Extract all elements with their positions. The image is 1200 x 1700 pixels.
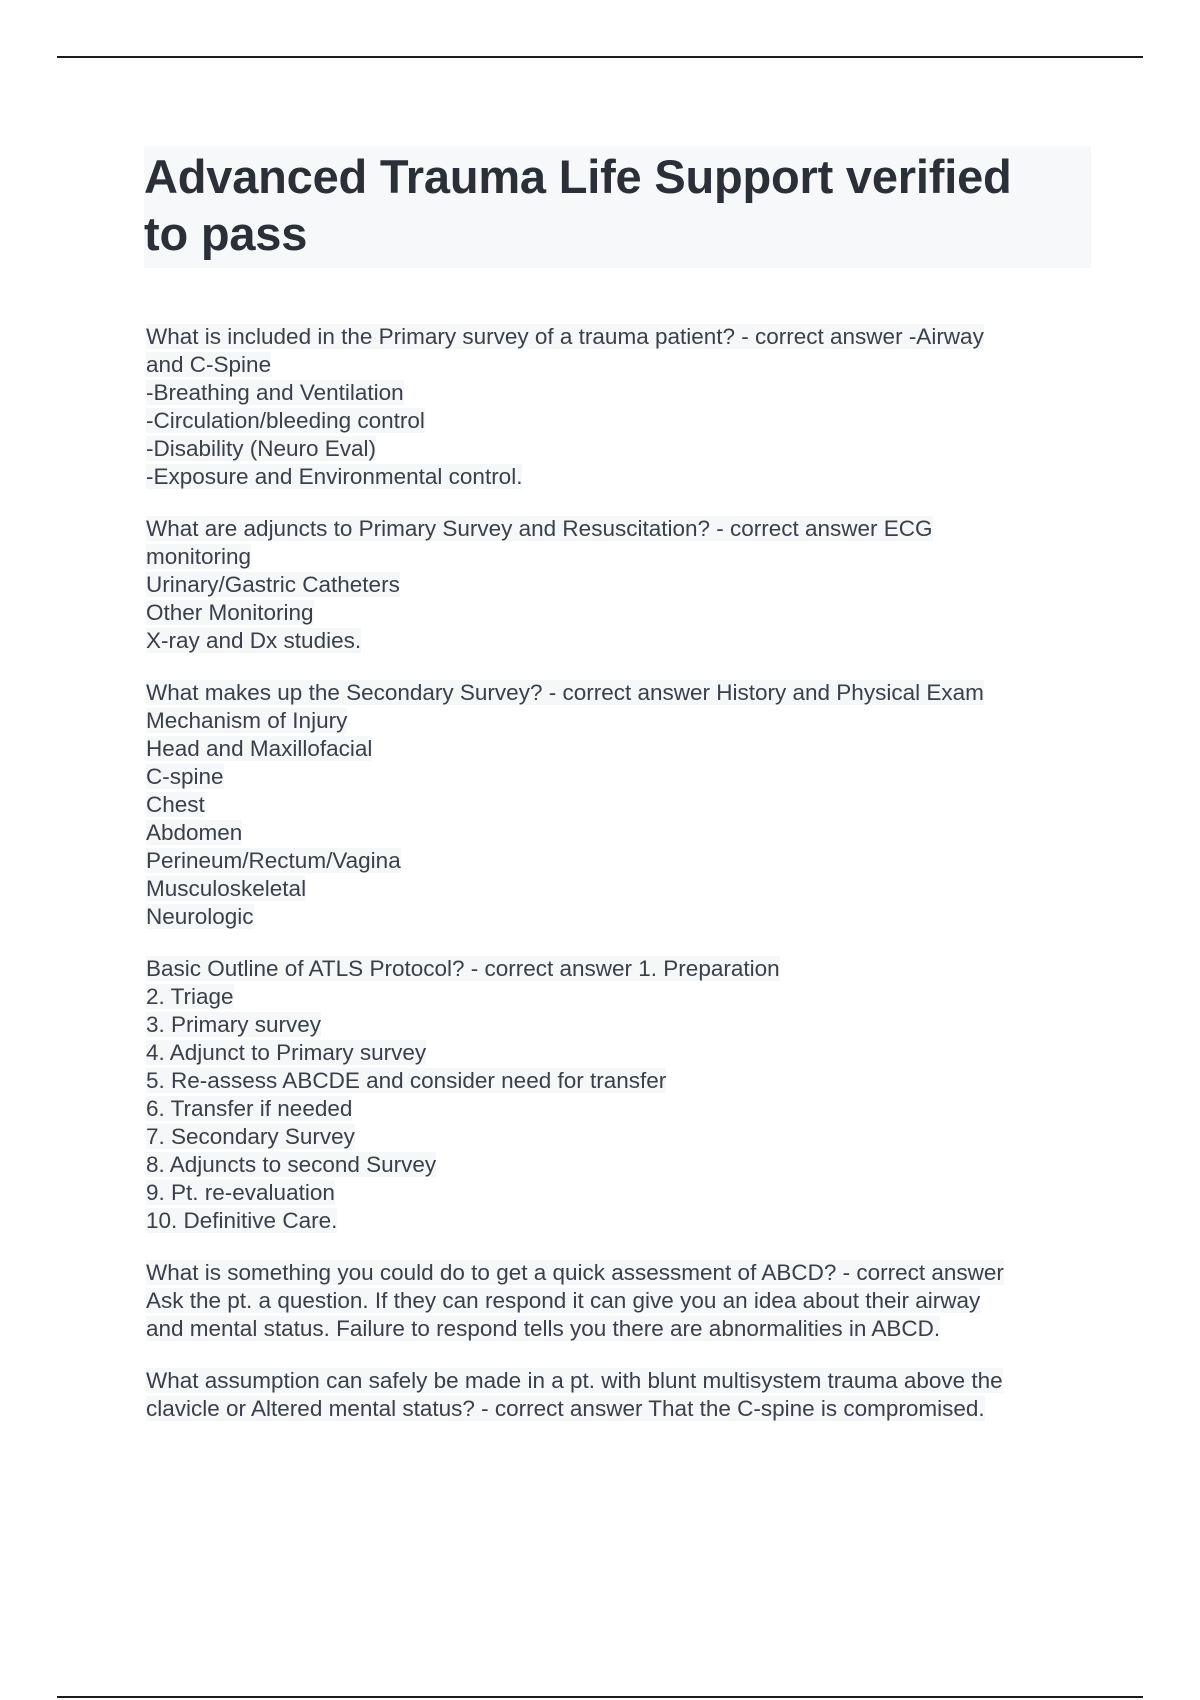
qa-line: C-spine <box>146 764 224 789</box>
qa-item-adjuncts <box>146 515 1091 655</box>
title-block <box>144 146 1091 268</box>
qa-line: X-ray and Dx studies. <box>146 628 362 653</box>
bottom-rule <box>57 1696 1143 1698</box>
qa-line: What is something you could do to get a quick assessment of ABCD? - correct answer <box>146 1260 1004 1285</box>
qa-line: clavicle or Altered mental status? - correct answer That the C-spine is compromised. <box>146 1396 985 1421</box>
qa-line: -Exposure and Environmental control. <box>146 464 523 489</box>
qa-line: 6. Transfer if needed <box>146 1096 353 1121</box>
qa-line: Urinary/Gastric Catheters <box>146 572 400 597</box>
qa-line: Perineum/Rectum/Vagina <box>146 848 401 873</box>
document-body <box>146 146 1091 1447</box>
title-line-2: to pass <box>144 207 308 260</box>
qa-item-c-spine-assumption <box>146 1367 1091 1423</box>
qa-line: What is included in the Primary survey of a trauma patient? - correct answer -Airway <box>146 324 984 349</box>
qa-line: 3. Primary survey <box>146 1012 322 1037</box>
qa-line: Chest <box>146 792 205 817</box>
qa-line: What makes up the Secondary Survey? - correct answer History and Physical Exam <box>146 680 984 705</box>
qa-line: Mechanism of Injury <box>146 708 348 733</box>
qa-line: Abdomen <box>146 820 243 845</box>
qa-line: Head and Maxillofacial <box>146 736 373 761</box>
qa-line: Basic Outline of ATLS Protocol? - correct answer 1. Preparation <box>146 956 780 981</box>
qa-line: -Circulation/bleeding control <box>146 408 425 433</box>
qa-line: What are adjuncts to Primary Survey and Resuscitation? - correct answer ECG <box>146 516 933 541</box>
qa-line: and C-Spine <box>146 352 272 377</box>
qa-line: -Breathing and Ventilation <box>146 380 404 405</box>
qa-line: Other Monitoring <box>146 600 314 625</box>
qa-line: and mental status. Failure to respond tells you there are abnormalities in ABCD. <box>146 1316 941 1341</box>
title-line-1: Advanced Trauma Life Support verified <box>144 150 1012 203</box>
qa-line: 5. Re-assess ABCDE and consider need for transfer <box>146 1068 667 1093</box>
qa-line: monitoring <box>146 544 252 569</box>
qa-item-primary-survey <box>146 323 1091 491</box>
top-rule <box>57 56 1143 58</box>
qa-line: Ask the pt. a question. If they can respond it can give you an idea about their airway <box>146 1288 981 1313</box>
qa-item-atls-outline <box>146 955 1091 1235</box>
qa-line: -Disability (Neuro Eval) <box>146 436 377 461</box>
qa-line: 7. Secondary Survey <box>146 1124 355 1149</box>
qa-line: 2. Triage <box>146 984 234 1009</box>
document-title <box>144 148 1091 262</box>
qa-line: Musculoskeletal <box>146 876 307 901</box>
qa-list <box>146 323 1091 1423</box>
qa-line: 9. Pt. re-evaluation <box>146 1180 335 1205</box>
qa-line: 4. Adjunct to Primary survey <box>146 1040 427 1065</box>
qa-line: Neurologic <box>146 904 254 929</box>
qa-item-quick-assessment <box>146 1259 1091 1343</box>
qa-line: What assumption can safely be made in a pt. with blunt multisystem trauma above the <box>146 1368 1003 1393</box>
qa-line: 8. Adjuncts to second Survey <box>146 1152 437 1177</box>
qa-line: 10. Definitive Care. <box>146 1208 338 1233</box>
qa-item-secondary-survey <box>146 679 1091 931</box>
